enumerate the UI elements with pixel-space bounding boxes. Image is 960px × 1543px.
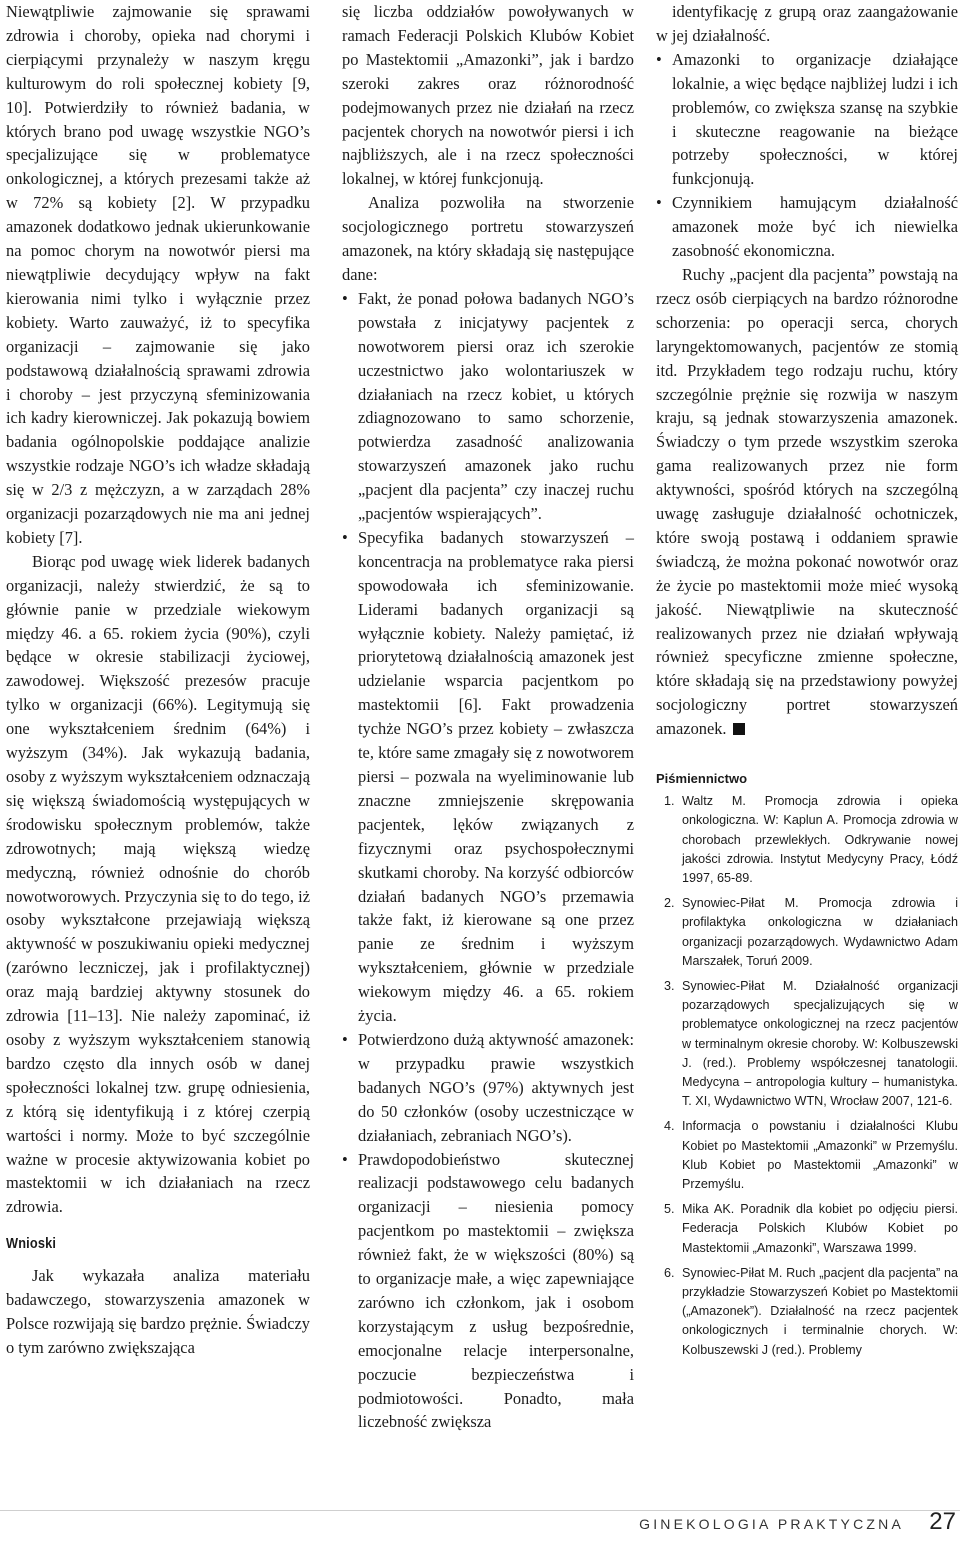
paragraph: Analiza pozwoliła na stworzenie socjologicznego portretu stowarzyszeń amazonek, na który składają się następujące dane: bbox=[342, 193, 634, 284]
reference-item bbox=[656, 792, 958, 888]
reference-text: Synowiec-Piłat M. Działalność organizacji pozarządowych specjalizujących się w problematyce onkologicznej na rzecz pacjentów w terminalnym okresie choroby. W: Kolbuszewski J. (red.). Problemy współczesnej tanatologii. Medycyna – antropologia kultury – humanistyka. T. XI, Wydawnictwo WTN, Wrocław 2007, 121-6. bbox=[682, 978, 958, 1109]
reference-number: 3. bbox=[664, 978, 675, 993]
column-2 bbox=[342, 0, 634, 1434]
reference-text: Synowiec-Piłat M. Promocja zdrowia i profilaktyka onkologiczna w działaniach organizacji pozarządowych. Wydawnictwo Adam Marszałek, Toruń 2009. bbox=[682, 896, 958, 968]
reference-number: 6. bbox=[664, 1265, 675, 1280]
paragraph: Niewątpliwie zajmowanie się sprawami zdrowia i choroby, opieka nad chorymi i cierpiącymi przynależy w naszym kręgu kulturowym do roli społecznej kobiety [9, 10]. Potwierdziły to również badania, w których brano pod uwagę wszystkie NGO’s specjalizujące się w problematyce onkologicznej, a których prezesami także aż w 72% są kobiety [2]. W przypadku amazonek dodatkowo jednak ukierunkowanie na pomoc chorym na nowotwór piersi ma niewątpliwie decydujący wpływ na fakt kierowania nimi tylko i wyłącznie przez kobiety. Warto zauważyć, iż to specyfika organizacji – zajmowanie się jako podstawową działalnością sprawami zdrowia i choroby – jest przyczyną sfeminizowania ich kadry kierowniczej. Jak pokazują bowiem badania ogólnopolskie poddające analizie wszystkie rodzaje NGO’s ich władze składają się w 2/3 z mężczyzn, a w zarządach 28% organizacji pozarządowych nie ma ani jednej kobiety [7]. bbox=[6, 2, 310, 547]
column-1 bbox=[6, 0, 310, 1360]
reference-text: Waltz M. Promocja zdrowia i opieka onkologiczna. W: Kaplun A. Promocja zdrowia w chorobach przewlekłych. Odkrywanie nowej jakości zdrowia. Instytut Medycyny Pracy, Łódź 1997, 65-89. bbox=[682, 794, 958, 885]
reference-text: Synowiec-Piłat M. Ruch „pacjent dla pacjenta” na przykładzie Stowarzyszeń Kobiet po Mastektomii („Amazonek”). Działalność na rzecz pacjentek onkologicznych i terminalnie chorych. W: Kolbuszewski J (red.). Problemy bbox=[682, 1265, 958, 1357]
reference-item bbox=[656, 894, 958, 971]
paragraph: identyfikację z grupą oraz zaangażowanie w jej działalność. bbox=[656, 2, 958, 45]
column-3 bbox=[656, 0, 958, 1366]
paragraph: się liczba oddziałów powoływanych w ramach Federacji Polskich Klubów Kobiet po Mastektomii „Amazonki”, jak i bardzo szeroki zakres oraz różnorodność podejmowanych przez nie działań na rzecz pacjentek chorych na nowotwór piersi i ich najbliższych, ale i na rzecz społeczności lokalnej, w której funkcjonują. bbox=[342, 2, 634, 189]
reference-text: Informacja o powstaniu i działalności Klubu Kobiet po Mastektomii „Amazonki” w Przemyślu. Klub Kobiet po Mastektomii „Amazonki” w Przemyślu. bbox=[682, 1119, 958, 1191]
reference-text: Mika AK. Poradnik dla kobiet po odjęciu piersi. Federacja Polskich Klubów Kobiet po Mastektomii „Amazonki”, Warszawa 1999. bbox=[682, 1202, 958, 1255]
reference-number: 2. bbox=[664, 896, 675, 911]
page-number: 27 bbox=[929, 1508, 956, 1535]
list-item: • Potwierdzono dużą aktywność amazonek: w przypadku prawie wszystkich badanych NGO’s (97%) aktywnych jest do 50 członków (osoby uczestniczące w działaniach, zebraniach NGO’s). bbox=[342, 1028, 634, 1148]
paragraph bbox=[656, 263, 958, 741]
reference-item bbox=[656, 977, 958, 1111]
paragraph: Biorąc pod uwagę wiek liderek badanych organizacji, należy stwierdzić, że są to głównie panie w przedziale wiekowym między 46. a 65. rokiem życia (90%), czyli będące w okresie stabilizacji życiowej, zawodowej. Większość prezesów pracuje tylko w organizacji (66%). Legitymują się one wykształceniem średnim (64%) i wyższym (34%). Jak wykazują badania, osoby z wyższym wykształceniem odznaczają się większą świadomością występujących w środowisku społecznym problemów, także zdrowotnych; mają większą wiedzę medyczną, również odnośnie do chorób nowotworowych. Przyczynia się to do tego, iż osoby wykształcone przejawiają większą aktywność w poszukiwaniu opieki medycznej (zarówno leczniczej, jak i profilaktycznej) oraz mają bardziej aktywny stosunek do zdrowia [11–13]. Nie należy zapominać, iż osoby z wyższym wykształceniem stanowią bardzo często dla innych osób w danej społeczności lokalnej tzw. grupę odniesienia, z którą się identyfikują i z której czerpią wartości i normy. Może to być szczególnie ważne w procesie aktywizowania kobiet po mastektomii w ich działaniach na rzecz zdrowia. bbox=[6, 551, 310, 1217]
journal-name: GINEKOLOGIA PRAKTYCZNA bbox=[639, 1516, 904, 1532]
reference-item bbox=[656, 1264, 958, 1360]
section-heading: Wnioski bbox=[6, 1235, 57, 1253]
reference-item bbox=[656, 1200, 958, 1258]
paragraph: Jak wykazała analiza materiału badawczego, stowarzyszenia amazonek w Polsce rozwijają się bardzo prężnie. Świadczy o tym zarówno zwiększająca bbox=[6, 1266, 310, 1357]
reference-number: 4. bbox=[664, 1119, 675, 1134]
list-item: • Prawdopodobieństwo skutecznej realizacji podstawowego celu badanych organizacji – niesienia pomocy pacjentkom po mastektomii – zwiększa również fakt, że w większości (80%) są to organizacje małe, a więc zapewniające zarówno ich członkom, jak i osobom korzystającym z usług bezpośrednie, emocjonalne relacje interpersonalne, poczucie bezpieczeństwa i podmiotowości. Ponadto, mała liczebność zwiększa bbox=[342, 1148, 634, 1435]
end-of-article-square bbox=[733, 723, 745, 735]
reference-number: 1. bbox=[664, 794, 675, 809]
references-heading: Piśmiennictwo bbox=[656, 771, 748, 787]
list-item: • Amazonki to organizacje działające lokalnie, a więc będące najbliżej ludzi i ich problemów, co zwiększa szansę na szybkie i skuteczne reagowanie na bieżące potrzeby społeczności, w której funkcjonują. bbox=[656, 48, 958, 191]
paragraph-text: Ruchy „pacjent dla pacjenta” powstają na rzecz osób cierpiących na bardzo różnorodne schorzenia: po operacji serca, chorych laryngektomowanych, pacjentów ze stomią itd. Przykładem tego rodzaju ruchu, który szczególnie prężnie się rozwija w naszym kraju, są jednak stowarzyszenia amazonek. Świadczy o tym przede wszystkim szeroka gama realizowanych przez nie form aktywności, spośród których na szczególną uwagę zasługuje działalność ochotniczek, które swoją postawą i oddaniem sprawie świadczą, że można pokonać nowotwór oraz że życie po mastektomii może mieć wysoką jakość. Niewątpliwie na skuteczność realizowanych przez nie działań wpływają również specyficzne zmienne społeczne, które składają się na przedstawiony powyżej socjologiczny portret stowarzyszeń amazonek. bbox=[656, 264, 958, 739]
bullet-list bbox=[342, 287, 634, 1435]
reference-number: 5. bbox=[664, 1202, 675, 1217]
list-item: • Fakt, że ponad połowa badanych NGO’s powstała z inicjatywy pacjentek z nowotworem piersi oraz ich szerokie uczestnictwo jako wolontariuszek w działaniach na rzecz kobiet, u których zdiagnozowano to samo schorzenie, potwierdza zasadność analizowania stowarzyszeń amazonek jako ruchu „pacjent dla pacjenta” czy inaczej ruchu „pacjentów wspierających”. bbox=[342, 287, 634, 526]
reference-item bbox=[656, 1117, 958, 1194]
footer-divider bbox=[0, 1510, 960, 1511]
list-item: • Czynnikiem hamującym działalność amazonek może być ich niewielka zasobność ekonomiczna. bbox=[656, 191, 958, 263]
references-list bbox=[656, 792, 958, 1360]
list-item: • Specyfika badanych stowarzyszeń – koncentracja na problematyce raka piersi spowodowała ich sfeminizowanie. Liderami badanych organizacji są wyłącznie kobiety. Należy pamiętać, iż priorytetową działalnością amazonek jest udzielanie wsparcia pacjentkom po mastektomii [6]. Fakt prowadzenia tychże NGO’s przez kobiety – zwłaszcza te, które same zmagały się z nowotworem piersi – pozwala na wyeliminowanie lub znaczne zmniejszenie skrępowania pacjentek, lęków związanych z fizycznymi oraz psychospołecznymi skutkami choroby. Na korzyść odbiorców działań badanych NGO’s przemawia także fakt, iż kierowane są one przez panie ze średnim i wyższym wykształceniem, głównie w przedziale wiekowym między 46. a 65. rokiem życia. bbox=[342, 526, 634, 1028]
bullet-list bbox=[656, 48, 958, 263]
